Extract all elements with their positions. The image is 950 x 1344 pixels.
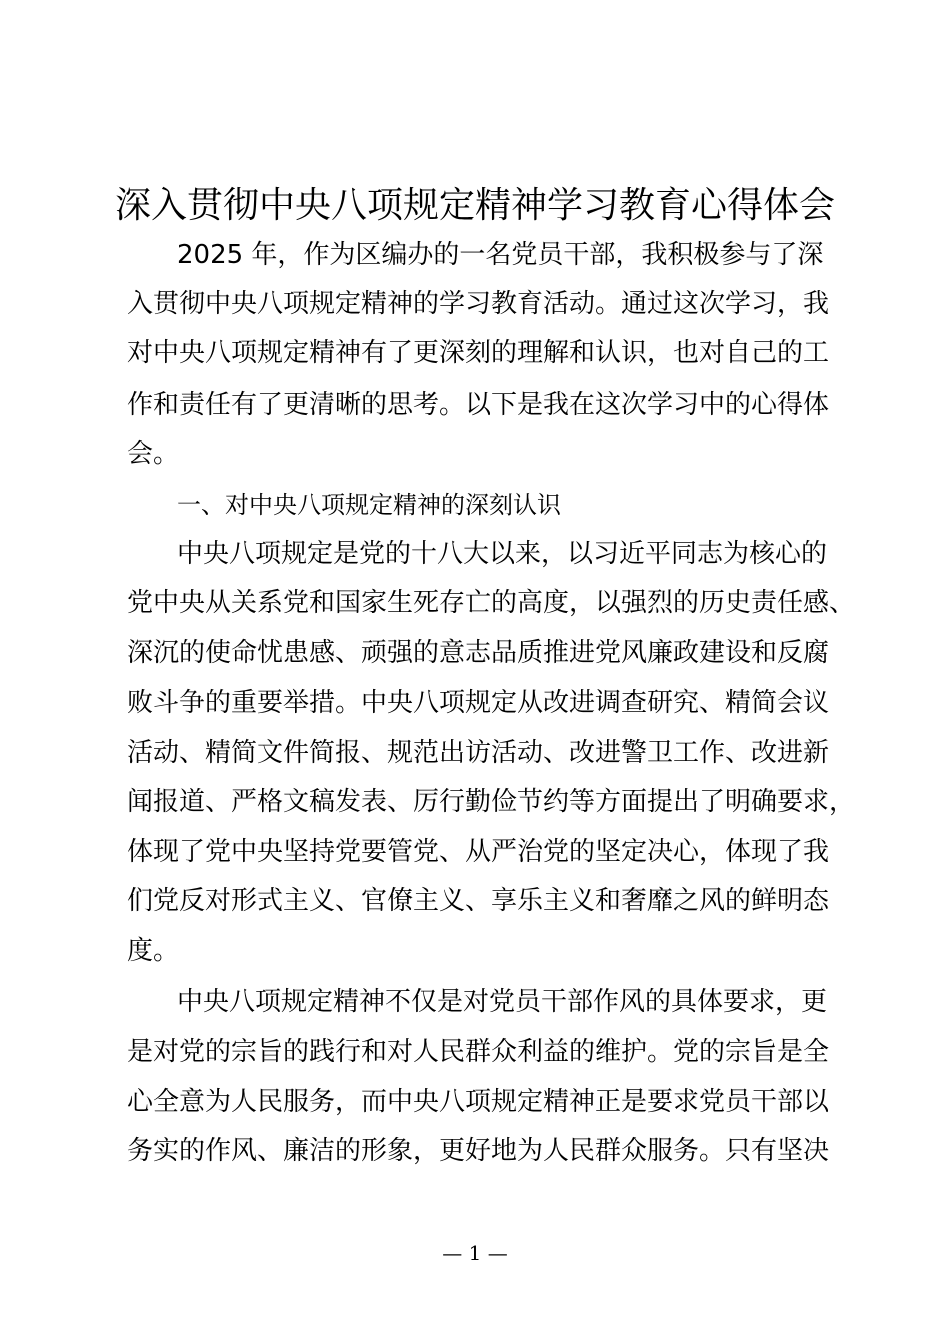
paragraph-line: 们党反对形式主义、官僚主义、享乐主义和奢靡之风的鲜明态 xyxy=(127,886,830,916)
page-number: — 1 — xyxy=(442,1241,508,1265)
section-heading: 一、对中央八项规定精神的深刻认识 xyxy=(177,491,561,519)
paragraph-line: 是对党的宗旨的践行和对人民群众利益的维护。党的宗旨是全 xyxy=(127,1037,830,1067)
document-title: 深入贯彻中央八项规定精神学习教育心得体会 xyxy=(114,185,835,226)
paragraph-line: 心全意为人民服务，而中央八项规定精神正是要求党员干部以 xyxy=(127,1087,830,1117)
paragraph-line: 党中央从关系党和国家生死存亡的高度，以强烈的历史责任感、 xyxy=(127,588,856,618)
paragraph-line: 务实的作风、廉洁的形象，更好地为人民群众服务。只有坚决 xyxy=(127,1136,830,1166)
paragraph-line: 闻报道、严格文稿发表、厉行勤俭节约等方面提出了明确要求， xyxy=(127,787,856,817)
paragraph-line: 入贯彻中央八项规定精神的学习教育活动。通过这次学习，我 xyxy=(127,289,830,319)
paragraph-line: 败斗争的重要举措。中央八项规定从改进调查研究、精简会议 xyxy=(127,688,830,718)
paragraph-line: 中央八项规定是党的十八大以来，以习近平同志为核心的 xyxy=(177,539,828,569)
paragraph-line: 中央八项规定精神不仅是对党员干部作风的具体要求，更 xyxy=(177,987,828,1017)
paragraph-line: 2025 年，作为区编办的一名党员干部，我积极参与了深 xyxy=(177,240,824,270)
paragraph-line: 度。 xyxy=(127,936,180,966)
paragraph-line: 深沉的使命忧患感、顽强的意志品质推进党风廉政建设和反腐 xyxy=(127,638,830,668)
paragraph-line: 作和责任有了更清晰的思考。以下是我在这次学习中的心得体 xyxy=(127,390,830,420)
paragraph-line: 活动、精简文件简报、规范出访活动、改进警卫工作、改进新 xyxy=(127,738,830,768)
paragraph-line: 体现了党中央坚持党要管党、从严治党的坚定决心，体现了我 xyxy=(127,837,830,867)
paragraph-line: 对中央八项规定精神有了更深刻的理解和认识，也对自己的工 xyxy=(127,338,830,368)
paragraph-line: 会。 xyxy=(127,439,180,469)
